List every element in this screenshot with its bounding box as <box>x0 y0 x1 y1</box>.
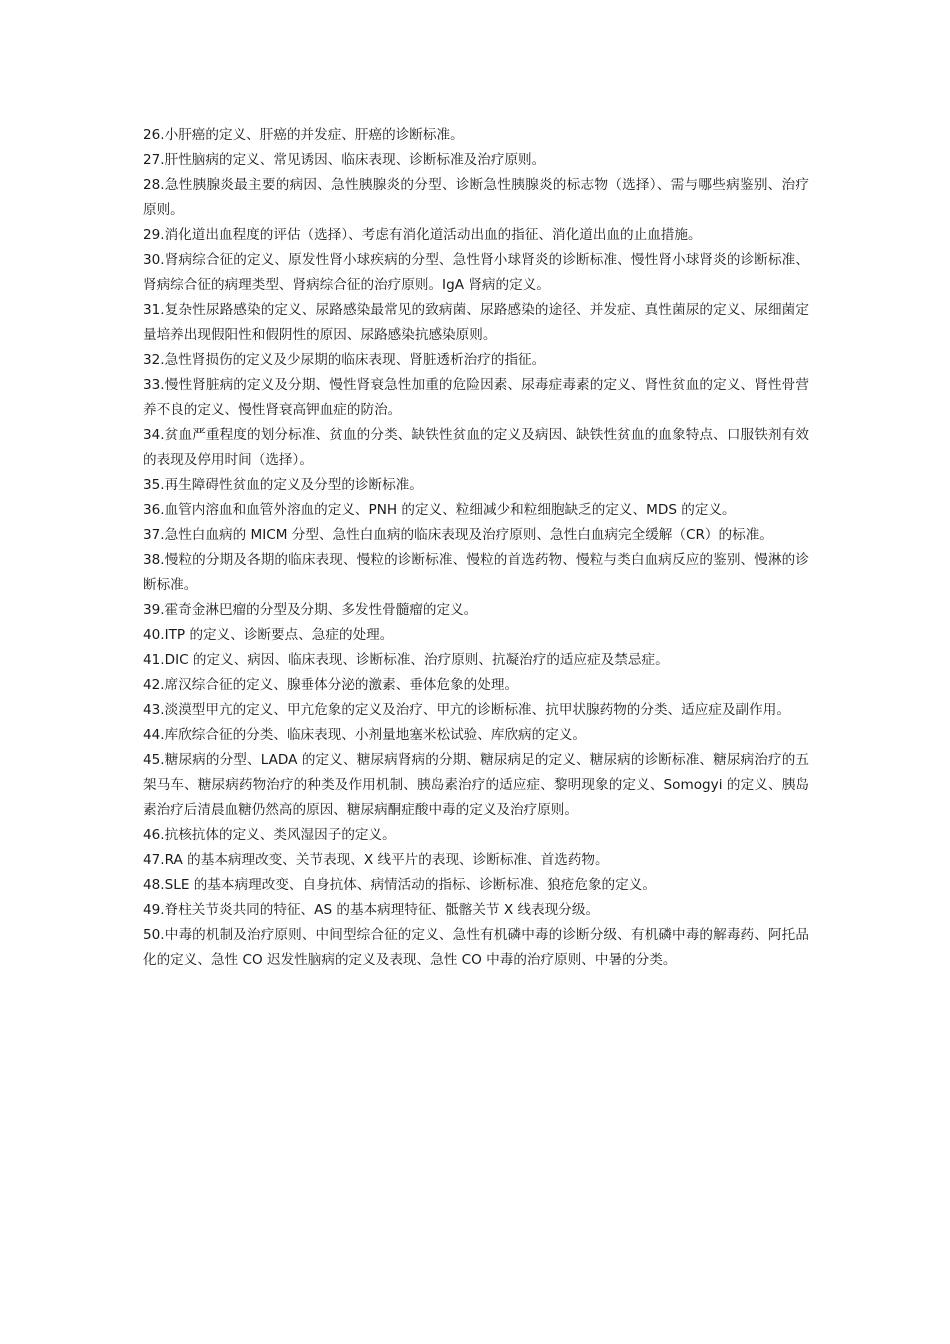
list-item: 28.急性胰腺炎最主要的病因、急性胰腺炎的分型、诊断急性胰腺炎的标志物（选择）、需与哪些病鉴别、治疗原则。 <box>143 177 809 218</box>
list-item: 38.慢粒的分期及各期的临床表现、慢粒的诊断标准、慢粒的首选药物、慢粒与类白血病反应的鉴别、慢淋的诊断标准。 <box>143 552 809 593</box>
list-item: 40.ITP 的定义、诊断要点、急症的处理。 <box>143 627 394 643</box>
list-item: 45.糖尿病的分型、LADA 的定义、糖尿病肾病的分期、糖尿病足的定义、糖尿病的诊断标准、糖尿病治疗的五架马车、糖尿病药物治疗的种类及作用机制、胰岛素治疗的适应症、黎明现象的定义、Somogyi 的定义、胰岛素治疗后清晨血糖仍然高的原因、糖尿病酮症酸中毒的定义及治疗原则。 <box>143 752 809 818</box>
list-item: 50.中毒的机制及治疗原则、中间型综合征的定义、急性有机磷中毒的诊断分级、有机磷中毒的解毒药、阿托品化的定义、急性 CO 迟发性脑病的定义及表现、急性 CO 中毒的治疗原则、中暑的分类。 <box>143 927 809 968</box>
list-item: 48.SLE 的基本病理改变、自身抗体、病情活动的指标、诊断标准、狼疮危象的定义。 <box>143 877 656 893</box>
list-item: 31.复杂性尿路感染的定义、尿路感染最常见的致病菌、尿路感染的途径、并发症、真性菌尿的定义、尿细菌定量培养出现假阳性和假阴性的原因、尿路感染抗感染原则。 <box>143 302 809 343</box>
list-item: 49.脊柱关节炎共同的特征、AS 的基本病理特征、骶髂关节 X 线表现分级。 <box>143 902 600 918</box>
list-item: 39.霍奇金淋巴瘤的分型及分期、多发性骨髓瘤的定义。 <box>143 602 478 618</box>
list-item: 46.抗核抗体的定义、类风湿因子的定义。 <box>143 827 396 843</box>
list-item: 36.血管内溶血和血管外溶血的定义、PNH 的定义、粒细减少和粒细胞缺乏的定义、MDS 的定义。 <box>143 502 736 518</box>
list-item: 47.RA 的基本病理改变、关节表现、X 线平片的表现、诊断标准、首选药物。 <box>143 852 609 868</box>
list-item: 27.肝性脑病的定义、常见诱因、临床表现、诊断标准及治疗原则。 <box>143 152 546 168</box>
document-body <box>143 123 809 973</box>
list-item: 44.库欣综合征的分类、临床表现、小剂量地塞米松试验、库欣病的定义。 <box>143 727 587 743</box>
list-item: 41.DIC 的定义、病因、临床表现、诊断标准、治疗原则、抗凝治疗的适应症及禁忌症。 <box>143 652 669 668</box>
list-item: 26.小肝癌的定义、肝癌的并发症、肝癌的诊断标准。 <box>143 127 464 143</box>
list-item: 37.急性白血病的 MICM 分型、急性白血病的临床表现及治疗原则、急性白血病完全缓解（CR）的标准。 <box>143 527 773 543</box>
list-item: 34.贫血严重程度的划分标准、贫血的分类、缺铁性贫血的定义及病因、缺铁性贫血的血象特点、口服铁剂有效的表现及停用时间（选择）。 <box>143 427 809 468</box>
list-item: 33.慢性肾脏病的定义及分期、慢性肾衰急性加重的危险因素、尿毒症毒素的定义、肾性贫血的定义、肾性骨营养不良的定义、慢性肾衰高钾血症的防治。 <box>143 377 809 418</box>
list-item: 43.淡漠型甲亢的定义、甲亢危象的定义及治疗、甲亢的诊断标准、抗甲状腺药物的分类、适应症及副作用。 <box>143 702 790 718</box>
list-item: 42.席汉综合征的定义、腺垂体分泌的激素、垂体危象的处理。 <box>143 677 519 693</box>
list-item: 32.急性肾损伤的定义及少尿期的临床表现、肾脏透析治疗的指征。 <box>143 352 546 368</box>
list-item: 30.肾病综合征的定义、原发性肾小球疾病的分型、急性肾小球肾炎的诊断标准、慢性肾小球肾炎的诊断标准、肾病综合征的病理类型、肾病综合征的治疗原则。IgA 肾病的定义。 <box>143 252 809 293</box>
list-item: 29.消化道出血程度的评估（选择）、考虑有消化道活动出血的指征、消化道出血的止血措施。 <box>143 227 702 243</box>
list-item: 35.再生障碍性贫血的定义及分型的诊断标准。 <box>143 477 423 493</box>
